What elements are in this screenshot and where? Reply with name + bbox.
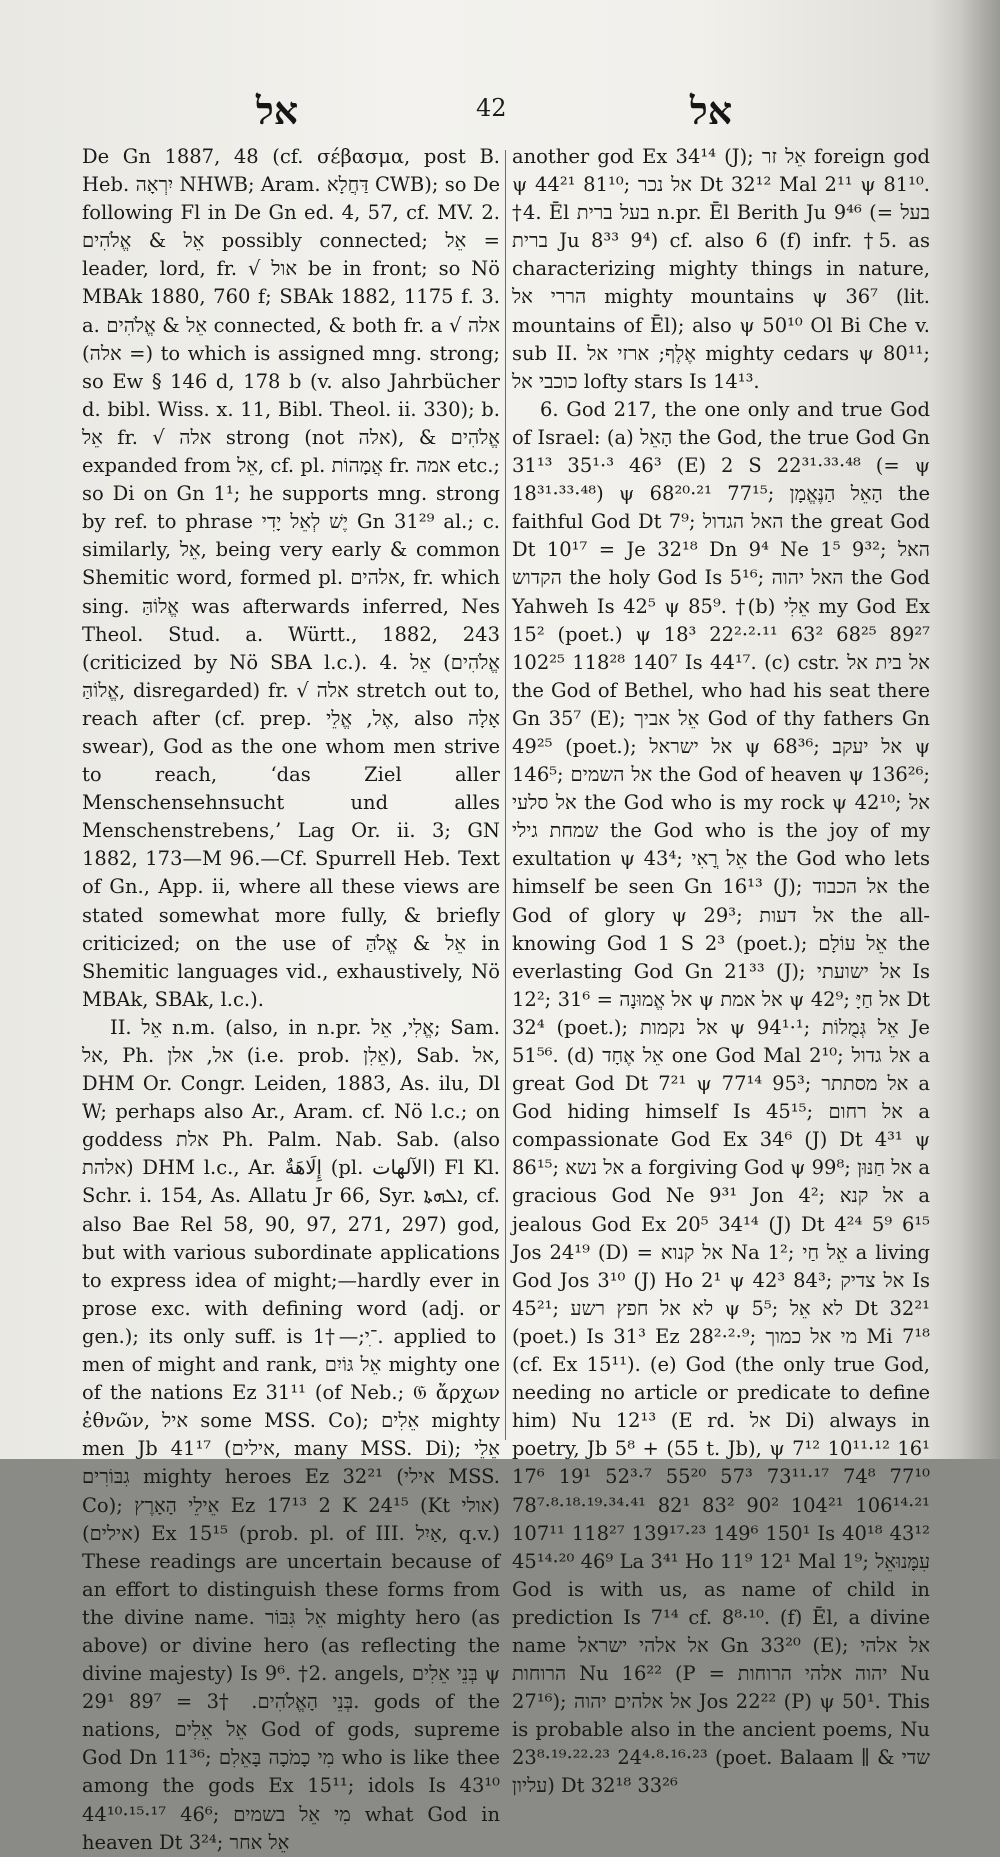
page-number: 42 bbox=[476, 94, 507, 122]
right-paragraph-1: another god Ex 34¹⁴ (J); אֵל זר foreign god ψ 44²¹ 81¹⁰; אל נכר Dt 32¹² Mal 2¹¹ ψ 81¹⁰. †4. Ēl בעל ברית n.pr. Ēl Berith Ju 9⁴⁶ (= בעל ברית Ju 8³³ 9⁴) cf. also 6 (f) infr. †5. as characterizing mighty things in nature, הררי אל mighty mountains ψ 36⁷ (lit. mountains of Ēl); also ψ 50¹⁰ Ol Bi Che v. sub II. אֶלֶף; ארזי אל mighty cedars ψ 80¹¹; כוכבי אל lofty stars Is 14¹³. bbox=[512, 145, 931, 393]
right-headword: אל bbox=[690, 88, 733, 133]
page-header bbox=[0, 88, 1000, 138]
left-paragraph-2: II. אֵל n.m. (also, in n.pr. אֱלִי, אֵל; Sam. אל, Ph. אל, אלן (i.e. prob. אֵלִן), Sab. אל, DHM Or. Congr. Leiden, 1883, As. ilu, Dl W; perhaps also Ar., Aram. cf. Nö l.c.; on goddess אלת Ph. Palm. Nab. Sab. (also אלהת) DHM l.c., Ar. إِلَاهَةٌ (pl. الآلهات) Fl Kl. Schr. i. 154, As. Allatu Jr 66, Syr. ܐܠܗܬܐ, cf. also Bae Rel 58, 90, 97, 271, 297) god, but with various subordinate applications to express idea of might;—hardly ever in prose exc. with defining word (adj. or gen.); its only suff. is ־ִי;—†1. applied to men of might and rank, אֵל גּוֹיִם mighty one of the nations Ez 31¹¹ (of Neb.; 𝔊 ἄρχων ἐθνῶν, איל some MSS. Co); אֵלִים mighty men Jb 41¹⁷ (אילים, many MSS. Di); אֵלֵי גִבּוֹרִים mighty heroes Ez 32²¹ (אילי MSS. Co); אֵילֵי הָאָרֶץ Ez 17¹³ 2 K 24¹⁵ (Kt אולי) (אילים) Ex 15¹⁵ (prob. pl. of III. אַיִל, q.v.) These readings are uncertain because of an effort to distinguish these forms from the divine name. אֵל גִּבּוֹר mighty hero (as above) or divine hero (as reflecting the divine majesty) Is 9⁶. †2. angels, בְּנֵי אֵלִים ψ 29¹ 89⁷ = בְּנֵי הָאֱלֹהִים. †3. gods of the nations, אֵל אֵלִים God of gods, supreme God Dn 11³⁶; מִי כָמֹכָה בָּאֵלִם who is like thee among the gods Ex 15¹¹; idols Is 43¹⁰ 44¹⁰·¹⁵·¹⁷ 46⁶; מִי אֵל בשמים what God in heaven Dt 3²⁴; אֵל אחר bbox=[82, 1015, 501, 1854]
left-paragraph-1: De Gn 1887, 48 (cf. σέβασμα, post B. Heb. יִרְאָה NHWB; Aram. דַּחֲלָא CWB); so De following Fl in De Gn ed. 4, 57, cf. MV. 2. אֵל & אֱלֹהִים possibly connected; אֵל = leader, lord, fr. √ אול be in front; so Nö MBAk 1880, 760 f; SBAk 1882, 1175 f. 3. a. אֵל & אֱלֹהִים connected, & both fr. a √ אלה (= אלה) to which is assigned mng. strong; so Ew § 146 d, 178 b (v. also Jahrbücher d. bibl. Wiss. x. 11, Bibl. Theol. ii. 330); b. אֵל fr. √ אלה strong (not אלה), & אֱלֹהִים expanded from אֵל, cf. pl. אֲמָהוֹת fr. אמה etc.; so Di on Gn 1¹; he supports mng. strong by ref. to phrase יֶשׁ לְאֵל יָדִי Gn 31²⁹ al.; c. similarly, אֵל, being very early & common Shemitic word, formed pl. אלהים, fr. which sing. אֱלוֹהַּ was afterwards inferred, Nes Theol. Stud. a. Württ., 1882, 243 (criticized by Nö SBA l.c.). 4. אֵל (אֱלֹהִים ,אֱלוֹהַּ disregarded) fr. √ אלה stretch out to, reach after (cf. prep. אֶל, אֱלֵי, also אָלָה swear), God as the one whom men strive to reach, ‘das Ziel aller Menschensehnsucht und alles Menschenstrebens,’ Lag Or. ii. 3; GN 1882, 173—M 96.—Cf. Spurrell Heb. Text of Gn., App. ii, where all these views are stated somewhat more fully, & briefly criticized; on the use of אֵל & אֱלֹהַּ in Shemitic languages vid., exhaustively, Nö MBAk, SBAk, l.c.). bbox=[82, 145, 501, 1011]
right-paragraph-2: 6. God 217, the one only and true God of Israel: (a) הָאֵל the God, the true God Gn 31¹³ 35¹·³ 46³ (E) 2 S 22³¹·³³·⁴⁸ (= ψ 18³¹·³³·⁴⁸) ψ 68²⁰·²¹ 77¹⁵; הָאֵל הַנֶּאֱמָן the faithful God Dt 7⁹; האל הגדול the great God Dt 10¹⁷ = Je 32¹⁸ Dn 9⁴ Ne 1⁵ 9³²; האל הקדוש the holy God Is 5¹⁶; האל יהוה the God Yahweh Is 42⁵ ψ 85⁹. †(b) אֵלִי my God Ex 15² (poet.) ψ 18³ 22²·²·¹¹ 63² 68²⁵ 89²⁷ 102²⁵ 118²⁸ 140⁷ Is 44¹⁷. (c) cstr. אל בית אל the God of Bethel, who had his seat there Gn 35⁷ (E); אֵל אביך God of thy fathers Gn 49²⁵ (poet.); אל ישראל ψ 68³⁶; אל יעקב ψ 146⁵; אל השמים the God of heaven ψ 136²⁶; אל סלעי the God who is my rock ψ 42¹⁰; אל שמחת גילי the God who is the joy of my exultation ψ 43⁴; אֵל רֳאִי the God who lets himself be seen Gn 16¹³ (J); אל הכבוד the God of glory ψ 29³; אל דעות the all-knowing God 1 S 2³ (poet.); אֵל עוֹלָם the everlasting God Gn 21³³ (J); אל ישועתי Is 12²; אל אֱמוּנָה = 31⁶ ψ אל אמת ψ 42⁹; אל חַיָּ Dt 32⁴ (poet.); אל נקמות ψ 94¹·¹; אֵל גְּמֻלוֹת Je 51⁵⁶. (d) אֵל אֶחָד one God Mal 2¹⁰; אל גדול a great God Dt 7²¹ ψ 77¹⁴ 95³; אל מסתתר a God hiding himself Is 45¹⁵; אל רחום a compassionate God Ex 34⁶ (J) Dt 4³¹ ψ 86¹⁵; אל נשא a forgiving God ψ 99⁸; אל חַנּוּן a gracious God Ne 9³¹ Jon 4²; אל קנא a jealous God Ex 20⁵ 34¹⁴ (J) Dt 4²⁴ 5⁹ 6¹⁵ Jos 24¹⁹ (D) = אל קנוא Na 1²; אֵל חַי a living God Jos 3¹⁰ (J) Ho 2¹ ψ 42³ 84³; אל צדיק Is 45²¹; לא אל חפץ רשע ψ 5⁵; לא אֵל Dt 32²¹ (poet.) Is 31³ Ez 28²·²·⁹; מי אל כמוך Mi 7¹⁸ (cf. Ex 15¹¹). (e) God (the only true God, needing no article or predicate to define him) Nu 12¹³ (E rd. אל Di) always in poetry, Jb 5⁸ + (55 t. Jb), ψ 7¹² 10¹¹·¹² 16¹ 17⁶ 19¹ 52³·⁷ 55²⁰ 57³ 73¹¹·¹⁷ 74⁸ 77¹⁰ 78⁷·⁸·¹⁸·¹⁹·³⁴·⁴¹ 82¹ 83² 90² 104²¹ 106¹⁴·²¹ 107¹¹ 118²⁷ 139¹⁷·²³ 149⁶ 150¹ Is 40¹⁸ 43¹² 45¹⁴·²⁰ 46⁹ La 3⁴¹ Ho 11⁹ 12¹ Mal 1⁹; עִמָּנוּאֵל God is with us, as name of child in prediction Is 7¹⁴ cf. 8⁸·¹⁰. (f) Ēl, a divine name אל אלהי ישראל Gn 33²⁰ (E); אל אלהי הרוחות Nu 16²² (P = יהוה אלהי הרוחות Nu 27¹⁶); אל אלהים יהוה Jos 22²² (P) ψ 50¹. This is probable also in the ancient poems, Nu 23⁸·¹⁹·²²·²³ 24⁴·⁸·¹⁶·²³ (poet. Balaam ∥ שדי & עליון) Dt 32¹⁸ 33²⁶ bbox=[512, 397, 931, 1798]
column-divider bbox=[505, 150, 506, 1440]
right-column bbox=[512, 143, 931, 1798]
left-column bbox=[82, 143, 501, 1854]
page-edge-shadow bbox=[930, 0, 1000, 1459]
left-headword: אל bbox=[256, 88, 299, 133]
